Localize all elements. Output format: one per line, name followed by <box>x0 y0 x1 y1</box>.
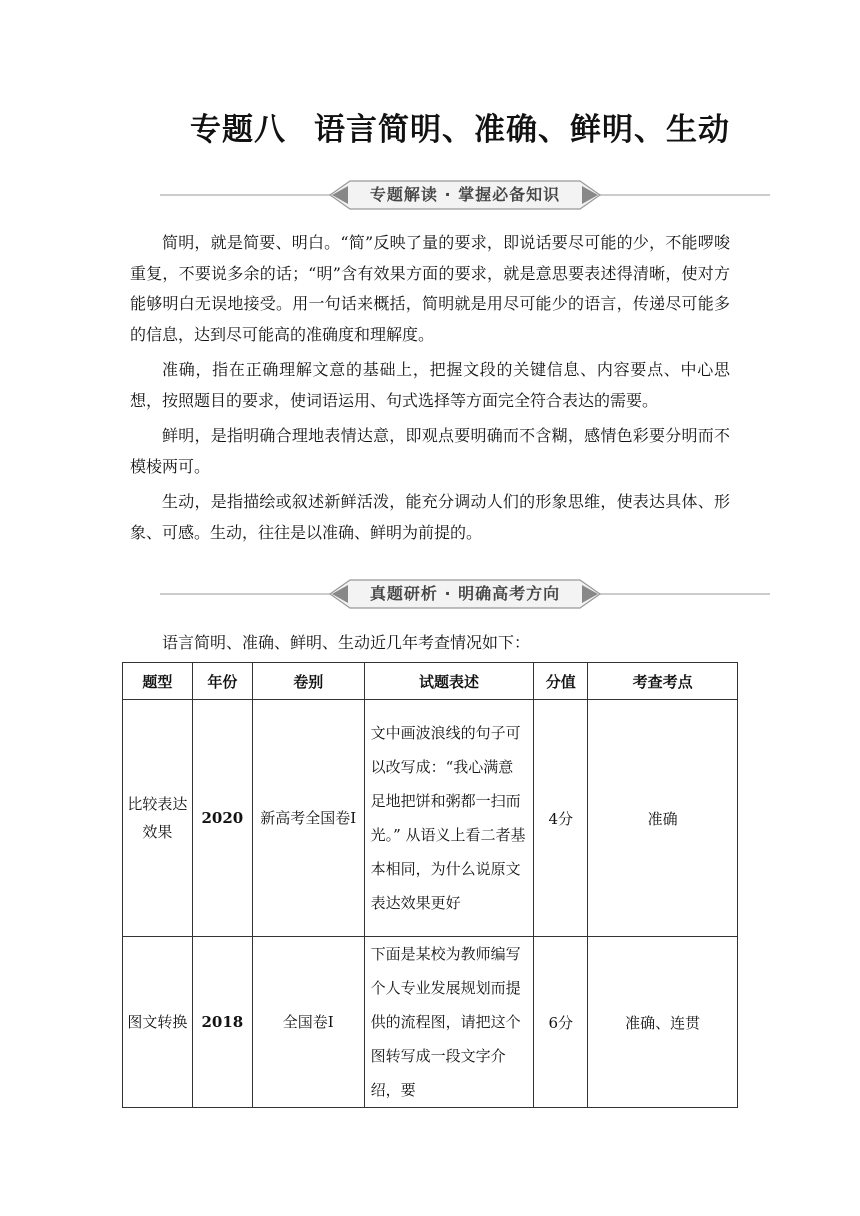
cell-year: 2018 <box>192 937 252 1108</box>
paragraph: 生动，是指描绘或叙述新鲜活泼，能充分调动人们的形象思维，使表达具体、形象、可感。生动，往往是以准确、鲜明为前提的。 <box>130 492 730 542</box>
cell-year: 2020 <box>192 700 252 937</box>
section-banner-2 <box>160 577 770 611</box>
header-desc: 试题表述 <box>364 663 534 700</box>
header-paper: 卷别 <box>252 663 364 700</box>
table-intro: 语言简明、准确、鲜明、生动近几年考查情况如下： <box>162 633 531 652</box>
cell-desc: 下面是某校为教师编写个人专业发展规划而提供的流程图，请把这个图转写成一段文字介绍，要 <box>364 937 534 1108</box>
cell-paper: 新高考全国卷Ⅰ <box>252 700 364 937</box>
header-year: 年份 <box>192 663 252 700</box>
table-header-row <box>123 663 738 700</box>
paragraph: 简明，就是简要、明白。“简”反映了量的要求，即说话要尽可能的少，不能啰唆重复，不要说多余的话；“明”含有效果方面的要求，就是意思要表述得清晰，使对方能够明白无误地接受。用一句话来概括，简明就是用尽可能少的语言，传递尽可能多的信息，达到尽可能高的准确度和理解度。 <box>130 233 730 344</box>
cell-desc: 文中画波浪线的句子可以改写成：“我心满意足地把饼和粥都一扫而光。” 从语义上看二者基本相同，为什么说原文表达效果更好 <box>364 700 534 937</box>
cell-point: 准确 <box>588 700 738 937</box>
cell-score: 4分 <box>534 700 588 937</box>
section-banner-1 <box>160 178 770 212</box>
header-score: 分值 <box>534 663 588 700</box>
cell-point: 准确、连贯 <box>588 937 738 1108</box>
table-row <box>123 700 738 937</box>
paragraph: 鲜明，是指明确合理地表情达意，即观点要明确而不含糊，感情色彩要分明而不模棱两可。 <box>130 426 730 476</box>
page-title <box>0 104 860 149</box>
cell-paper: 全国卷Ⅰ <box>252 937 364 1108</box>
cell-type: 比较表达效果 <box>123 700 193 937</box>
exam-table <box>122 662 738 1108</box>
title-part1: 专题八 <box>190 112 286 148</box>
banner-1-text: 专题解读 · 掌握必备知识 <box>369 185 561 204</box>
header-type: 题型 <box>123 663 193 700</box>
cell-score: 6分 <box>534 937 588 1108</box>
table-row <box>123 937 738 1108</box>
banner-2-text: 真题研析 · 明确高考方向 <box>369 584 561 603</box>
body-text <box>130 228 730 553</box>
cell-type: 图文转换 <box>123 937 193 1108</box>
paragraph: 准确，指在正确理解文意的基础上，把握文段的关键信息、内容要点、中心思想，按照题目的要求，使词语运用、句式选择等方面完全符合表达的需要。 <box>130 360 730 410</box>
title-part2: 语言简明、准确、鲜明、生动 <box>314 112 730 148</box>
header-point: 考查考点 <box>588 663 738 700</box>
